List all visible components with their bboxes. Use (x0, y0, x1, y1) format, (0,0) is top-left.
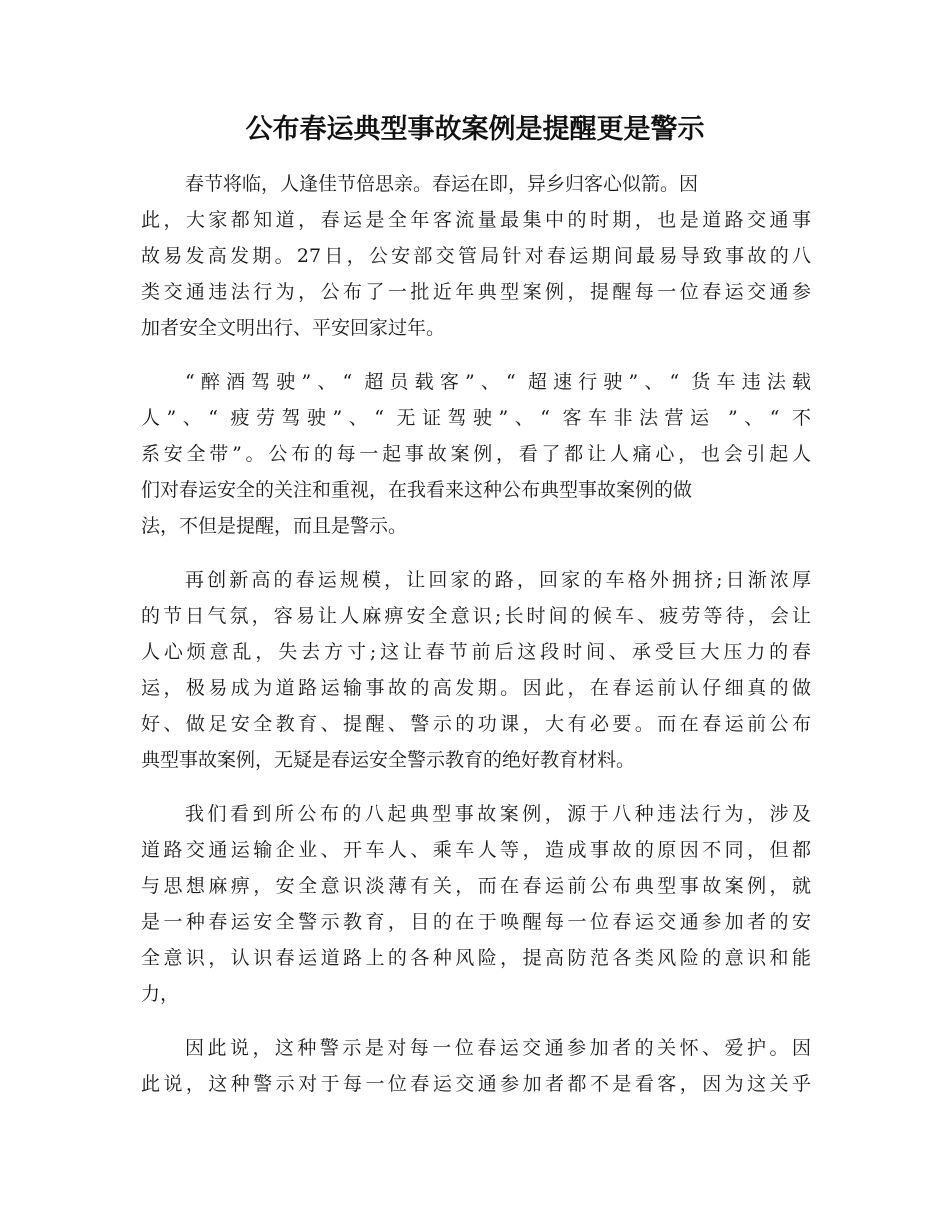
text-line: 道路交通运输企业、开车人、乘车人等，造成事故的原因不同，但都 (141, 839, 811, 861)
text-line: 人心烦意乱，失去方寸;这让春节前后这段时间、承受巨大压力的春 (141, 641, 811, 663)
paragraph-1 (141, 166, 811, 346)
text-line: 类交通违法行为，公布了一批近年典型案例，提醒每一位春运交通参 (141, 281, 811, 303)
text-line: 人”、“ 疲劳驾驶”、“ 无证驾驶”、“ 客车非法营运 ”、“ 不 (141, 407, 811, 429)
text-line: 好、做足安全教育、提醒、警示的功课，大有必要。而在春运前公布 (141, 713, 811, 735)
text-line: 全意识，认识春运道路上的各种风险，提高防范各类风险的意识和能 (141, 947, 811, 969)
text-line: 运，极易成为道路运输事故的高发期。因此，在春运前认仔细真的做 (141, 677, 811, 699)
paragraph-5 (141, 1030, 811, 1102)
text-line: 法，不但是提醒，而且是警示。 (141, 515, 408, 537)
text-line: 因此说，这种警示是对每一位春运交通参加者的关怀、爱护。因 (185, 1037, 811, 1059)
text-line: 此说，这种警示对于每一位春运交通参加者都不是看客，因为这关乎 (141, 1073, 811, 1095)
document-title: 公布春运典型事故案例是提醒更是警示 (245, 114, 705, 145)
text-line: 故易发高发期。27日，公安部交管局针对春运期间最易导致事故的八 (141, 245, 811, 267)
text-line: 加者安全文明出行、平安回家过年。 (141, 317, 446, 339)
document-body (141, 166, 811, 1120)
text-line: 春节将临，人逢佳节倍思亲。春运在即，异乡归客心似箭。因 (185, 173, 699, 195)
text-line: 与思想麻痹，安全意识淡薄有关，而在春运前公布典型事故案例，就 (141, 875, 811, 897)
paragraph-3 (141, 562, 811, 778)
text-line: “醉酒驾驶”、“ 超员载客”、“ 超速行驶”、“ 货车违法载 (185, 371, 811, 393)
text-line: 们对春运安全的关注和重视，在我看来这种公布典型事故案例的做 (141, 479, 693, 501)
text-line: 是一种春运安全警示教育，目的在于唤醒每一位春运交通参加者的安 (141, 911, 811, 933)
paragraph-4 (141, 796, 811, 1012)
text-line: 我们看到所公布的八起典型事故案例，源于八种违法行为，涉及 (185, 803, 811, 825)
text-line: 再创新高的春运规模，让回家的路，回家的车格外拥挤;日渐浓厚 (185, 569, 811, 591)
text-line: 的节日气氛，容易让人麻痹安全意识;长时间的候车、疲劳等待，会让 (141, 605, 811, 627)
text-line: 力， (141, 983, 180, 1005)
text-line: 系安全带”。公布的每一起事故案例，看了都让人痛心，也会引起人 (141, 443, 811, 465)
paragraph-2 (141, 364, 811, 544)
text-line: 典型事故案例，无疑是春运安全警示教育的绝好教育材料。 (141, 749, 636, 771)
text-line: 此，大家都知道，春运是全年客流量最集中的时期，也是道路交通事 (141, 209, 811, 231)
